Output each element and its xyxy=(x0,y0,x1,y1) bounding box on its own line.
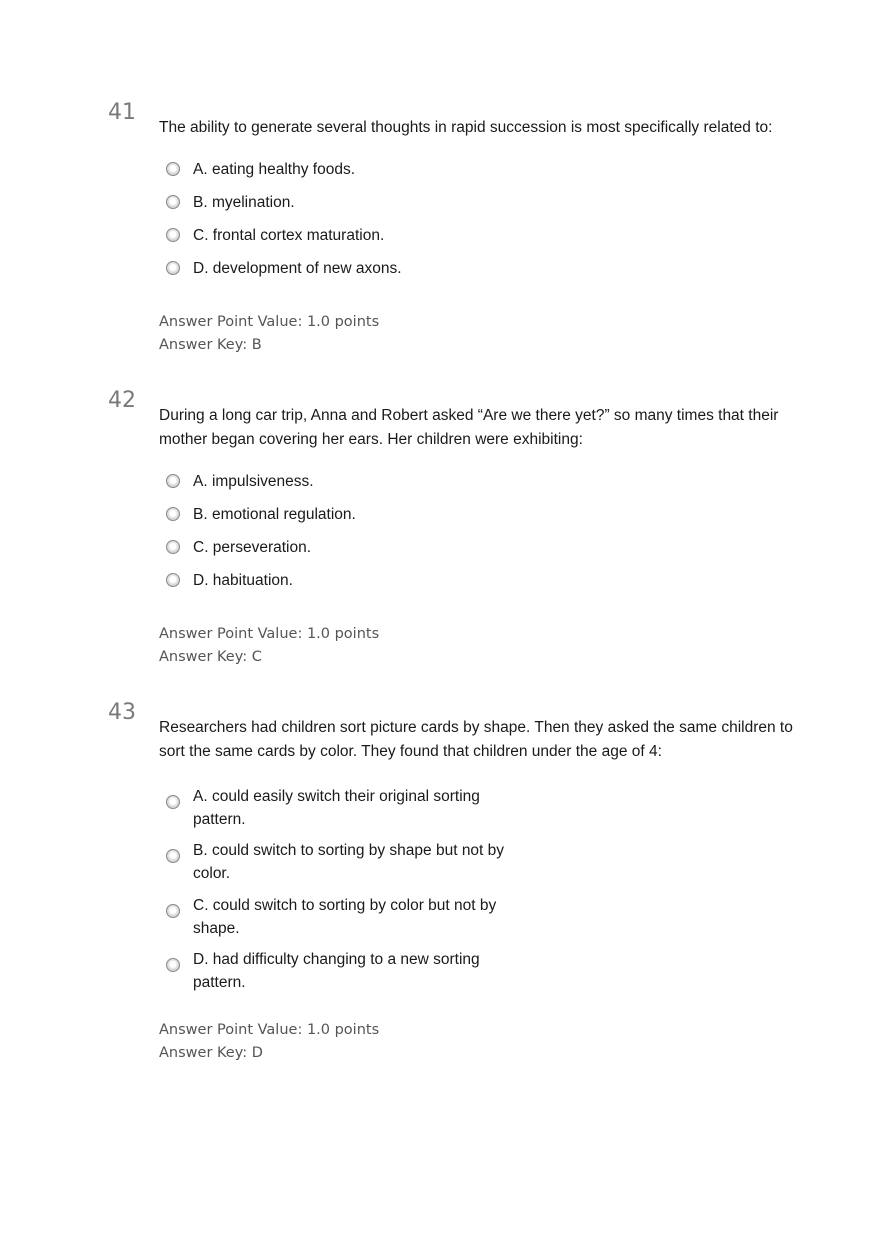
option-label: B. emotional regulation. xyxy=(193,506,356,523)
answer-key: Answer Key: C xyxy=(159,649,262,665)
radio-button[interactable] xyxy=(166,849,180,863)
radio-button[interactable] xyxy=(166,228,180,242)
option-label: C. could switch to sorting by color but not by shape. xyxy=(193,897,497,937)
radio-button[interactable] xyxy=(166,474,180,488)
radio-button[interactable] xyxy=(166,261,180,275)
option-label: A. could easily switch their original sorting pattern. xyxy=(193,788,480,828)
question-text: During a long car trip, Anna and Robert asked “Are we there yet?” so many times that their mother began covering her ears. Her children were exhibiting: xyxy=(159,407,779,448)
answer-point-value: Answer Point Value: 1.0 points xyxy=(159,626,380,642)
option-label: D. habituation. xyxy=(193,572,293,589)
question-text: Researchers had children sort picture cards by shape. Then they asked the same children to sort the same cards by color. They found that children under the age of 4: xyxy=(159,719,793,760)
option-label: B. myelination. xyxy=(193,194,295,211)
option-label: C. frontal cortex maturation. xyxy=(193,227,385,244)
answer-key: Answer Key: D xyxy=(159,1045,263,1061)
radio-button[interactable] xyxy=(166,904,180,918)
option-label: B. could switch to sorting by shape but not by color. xyxy=(193,842,505,882)
answer-point-value: Answer Point Value: 1.0 points xyxy=(159,1022,380,1038)
option-label: A. impulsiveness. xyxy=(193,473,314,490)
radio-button[interactable] xyxy=(166,195,180,209)
question-number: 41 xyxy=(108,100,136,125)
radio-button[interactable] xyxy=(166,540,180,554)
question-number: 43 xyxy=(108,700,136,725)
radio-button[interactable] xyxy=(166,958,180,972)
radio-button[interactable] xyxy=(166,162,180,176)
option-label: C. perseveration. xyxy=(193,539,312,556)
radio-button[interactable] xyxy=(166,507,180,521)
option-label: A. eating healthy foods. xyxy=(193,161,356,178)
question-number: 42 xyxy=(108,388,136,413)
option-label: D. had difficulty changing to a new sorting pattern. xyxy=(193,951,480,991)
question-text: The ability to generate several thoughts in rapid succession is most specifically related to: xyxy=(159,119,773,136)
answer-point-value: Answer Point Value: 1.0 points xyxy=(159,314,380,330)
radio-button[interactable] xyxy=(166,573,180,587)
option-label: D. development of new axons. xyxy=(193,260,402,277)
radio-button[interactable] xyxy=(166,795,180,809)
answer-key: Answer Key: B xyxy=(159,337,262,353)
